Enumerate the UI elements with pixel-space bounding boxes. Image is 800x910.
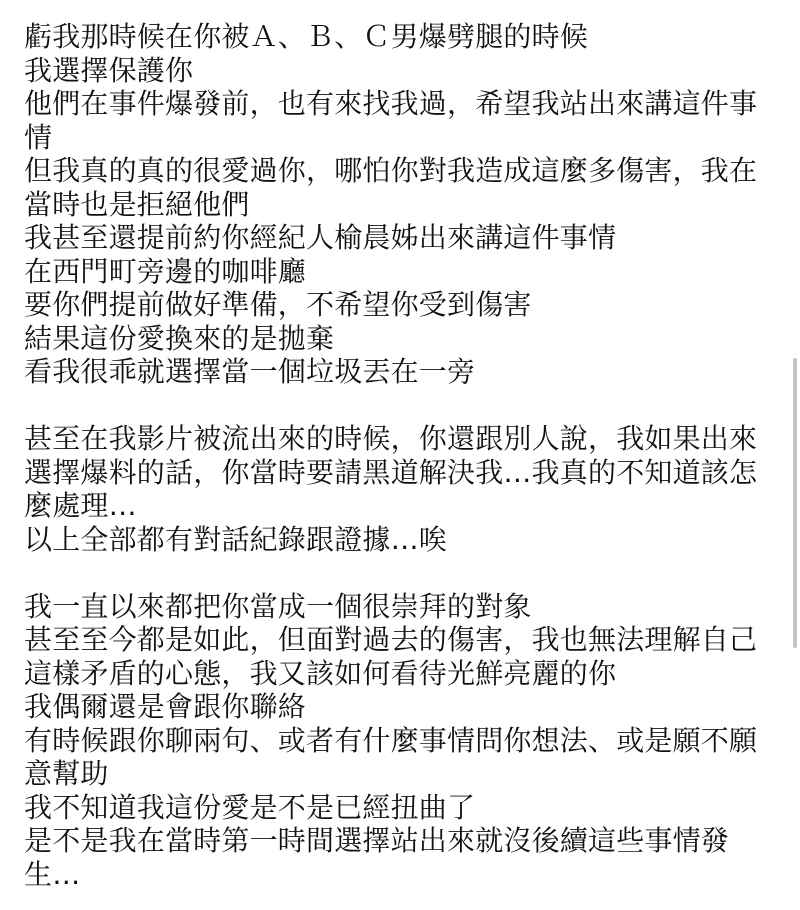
- post-line: 是不是我在當時第一時間選擇站出來就沒後續這些事情發: [24, 824, 730, 857]
- paragraph-break: [24, 556, 774, 590]
- post-line: 在西門町旁邊的咖啡廳: [24, 254, 307, 288]
- post-line: 有時候跟你聊兩句、或者有什麼事情問你想法、或是願不願: [24, 723, 758, 757]
- post-line: 虧我那時候在你被Ａ、Ｂ、Ｃ男爆劈腿的時候: [24, 20, 589, 53]
- post-line: 看我很乖就選擇當一個垃圾丟在一旁: [24, 355, 476, 388]
- post-line: 甚至在我影片被流出來的時候，你還跟別人說，我如果出來: [24, 422, 758, 455]
- post-line: 我不知道我這份愛是不是已經扭曲了: [24, 790, 476, 824]
- post-line: 意幫助: [24, 757, 109, 790]
- post-line: 生…: [24, 857, 81, 891]
- post-body: [24, 20, 774, 891]
- post-line: 選擇爆料的話，你當時要請黑道解決我…我真的不知道該怎: [24, 455, 758, 489]
- post-line: 我一直以來都把你當成一個很崇拜的對象: [24, 589, 532, 623]
- post-line: 以上全部都有對話紀錄跟證據…唉: [24, 522, 448, 556]
- post-line: 要你們提前做好準備，不希望你受到傷害: [24, 288, 532, 321]
- post-line: 情: [24, 120, 53, 154]
- post-line: 他們在事件爆發前，也有來找我過，希望我站出來講這件事: [24, 87, 758, 120]
- post-line: 但我真的真的很愛過你，哪怕你對我造成這麼多傷害，我在: [24, 154, 758, 187]
- post-line: 結果這份愛換來的是拋棄: [24, 321, 335, 355]
- post-line: 我偶爾還是會跟你聯絡: [24, 690, 307, 723]
- post-line: 我選擇保護你: [24, 53, 194, 87]
- post-line: 我甚至還提前約你經紀人榆晨姊出來講這件事情: [24, 221, 617, 254]
- paragraph-break: [24, 389, 774, 423]
- post-line: 甚至至今都是如此，但面對過去的傷害，我也無法理解自己: [24, 623, 758, 656]
- post-line: 這樣矛盾的心態，我又該如何看待光鮮亮麗的你: [24, 656, 617, 690]
- vertical-scrollbar[interactable]: [793, 358, 797, 648]
- post-line: 麼處理…: [24, 489, 137, 522]
- post-line: 當時也是拒絕他們: [24, 187, 250, 221]
